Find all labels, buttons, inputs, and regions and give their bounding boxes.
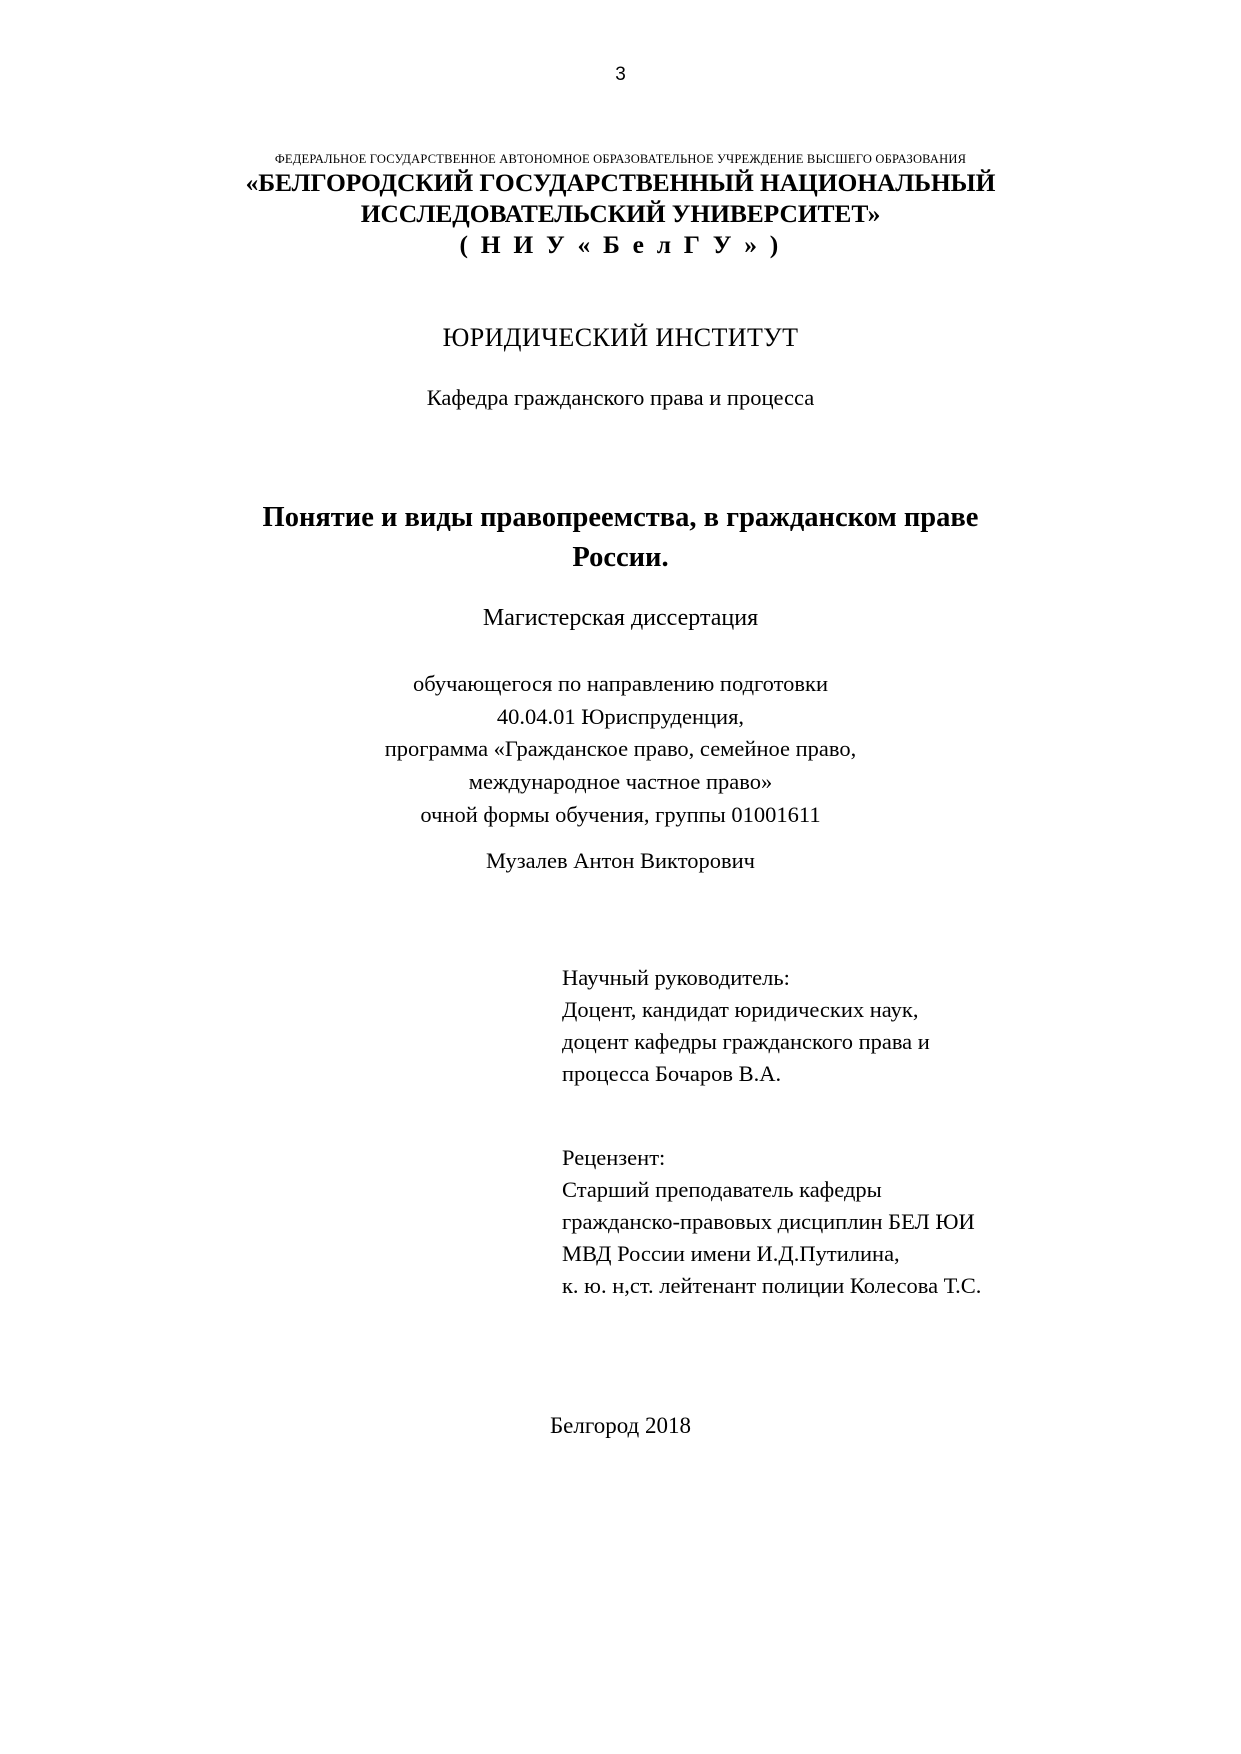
university-abbreviation: ( Н И У « Б е л Г У » ) — [459, 230, 782, 260]
student-program-line-5: очной формы обучения, группы 01001611 — [420, 801, 821, 827]
student-program-line-2: 40.04.01 Юриспруденция, — [496, 703, 745, 729]
work-type: Магистерская диссертация — [482, 605, 759, 631]
institute-name: ЮРИДИЧЕСКИЙ ИНСТИТУТ — [442, 323, 799, 352]
reviewer-label: Рецензент: — [562, 1145, 666, 1170]
thesis-title — [165, 498, 1076, 579]
reviewer-line-1: Старший преподаватель кафедры — [562, 1176, 882, 1202]
student-program-line-4: международное частное право» — [468, 768, 773, 794]
student-info — [0, 668, 1241, 831]
department-name: Кафедра гражданского права и процесса — [426, 385, 815, 410]
supervisor-info — [562, 962, 1122, 1090]
university-name-line-1: «БЕЛГОРОДСКИЙ ГОСУДАРСТВЕННЫЙ НАЦИОНАЛЬНЫЙ — [245, 168, 996, 197]
reviewer-line-3: МВД России имени И.Д.Путилина, — [562, 1240, 900, 1266]
city-year: Белгород 2018 — [549, 1413, 692, 1438]
supervisor-line-2: доцент кафедры гражданского права и — [562, 1028, 930, 1054]
reviewer-line-2: гражданско-правовых дисциплин БЕЛ ЮИ — [562, 1208, 975, 1234]
supervisor-line-1: Доцент, кандидат юридических наук, — [562, 996, 919, 1022]
reviewer-line-4: к. ю. н,ст. лейтенант полиции Колесова Т.С. — [562, 1272, 982, 1298]
reviewer-info — [562, 1142, 1142, 1302]
student-program-line-3: программа «Гражданское право, семейное право, — [384, 736, 857, 762]
thesis-title-line-1: Понятие и виды правопреемства, в гражданском праве — [262, 502, 979, 533]
ministry-line: ФЕДЕРАЛЬНОЕ ГОСУДАРСТВЕННОЕ АВТОНОМНОЕ ОБРАЗОВАТЕЛЬНОЕ УЧРЕЖДЕНИЕ ВЫСШЕГО ОБРАЗОВАНИЯ — [274, 152, 967, 166]
supervisor-line-3: процесса Бочаров В.А. — [562, 1060, 782, 1086]
institution-header — [0, 152, 1241, 260]
university-name-line-2: ИССЛЕДОВАТЕЛЬСКИЙ УНИВЕРСИТЕТ» — [360, 199, 881, 229]
thesis-title-line-2: России. — [572, 542, 669, 574]
student-name: Музалев Антон Викторович — [486, 848, 755, 873]
page-number: 3 — [615, 64, 626, 85]
supervisor-label: Научный руководитель: — [562, 965, 790, 990]
student-program-line-1: обучающегося по направлению подготовки — [412, 671, 829, 696]
